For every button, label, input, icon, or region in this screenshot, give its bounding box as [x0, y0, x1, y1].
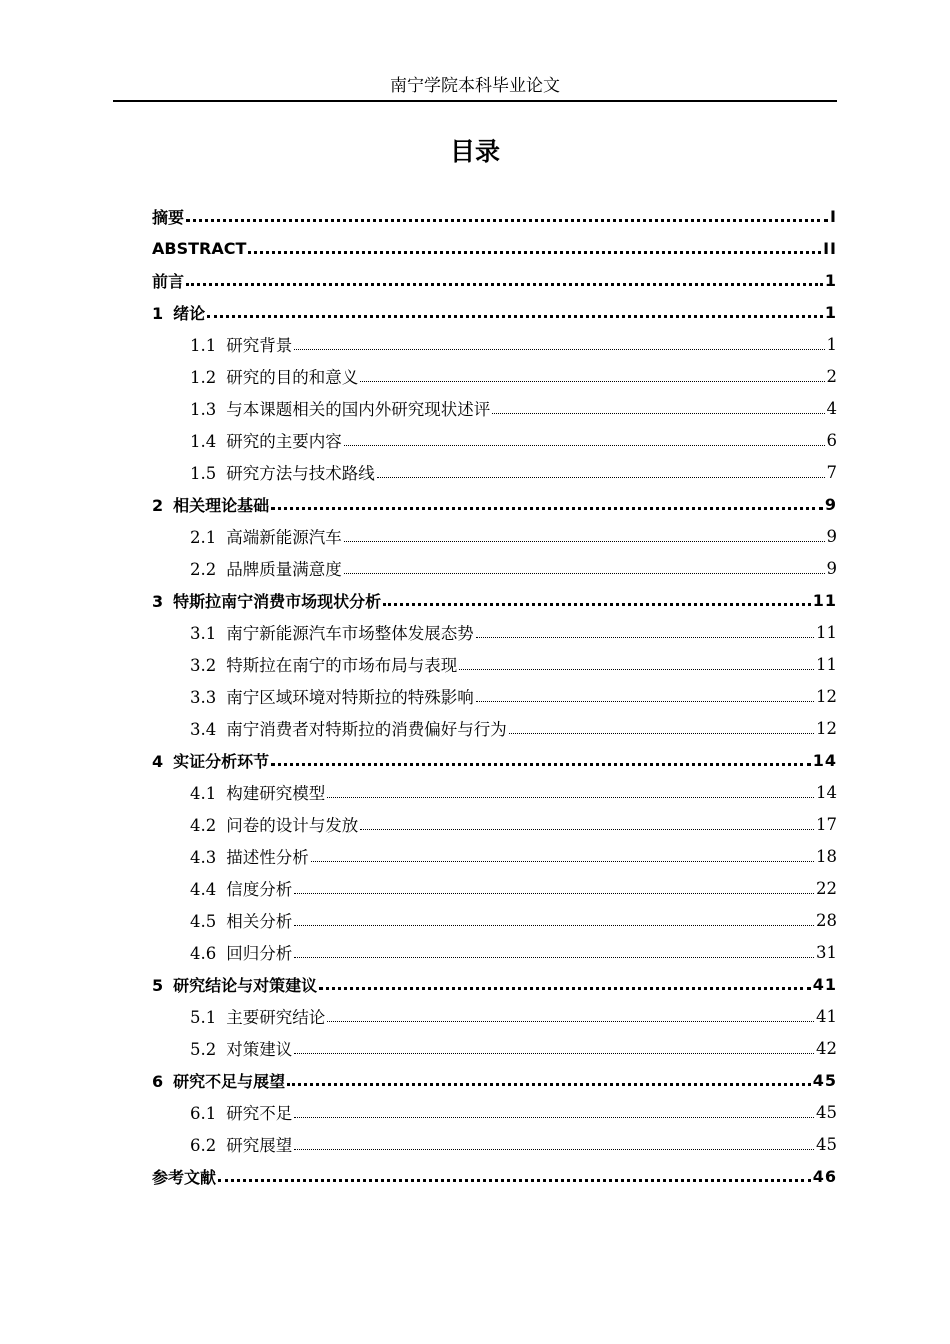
- toc-entry-label: [190, 684, 474, 708]
- dot-leader: [311, 850, 814, 862]
- toc-page-number: 7: [826, 462, 837, 482]
- toc-entry-number: 5: [152, 975, 164, 995]
- toc-page-number: 31: [816, 942, 837, 962]
- dot-leader: [294, 1106, 814, 1118]
- toc-page-number: 11: [816, 622, 837, 642]
- dot-leader: [360, 818, 814, 830]
- toc-entry-label: [190, 524, 342, 548]
- toc-entry-title: 南宁区域环境对特斯拉的特殊影响: [226, 688, 474, 707]
- dot-leader: [476, 690, 814, 702]
- toc-page-number: 17: [816, 814, 837, 834]
- toc-entry-title: 特斯拉南宁消费市场现状分析: [173, 591, 382, 611]
- toc-section-entry[interactable]: [152, 360, 837, 392]
- toc-entry-title: 相关理论基础: [173, 495, 270, 515]
- toc-entry-label: [152, 1069, 285, 1092]
- toc-section-entry[interactable]: [152, 1000, 837, 1032]
- toc-section-entry[interactable]: [152, 872, 837, 904]
- dot-leader: [319, 977, 811, 990]
- dot-leader: [218, 1169, 811, 1182]
- toc-page-number: 9: [826, 558, 837, 578]
- toc-entry-number: 2.2: [190, 560, 217, 579]
- toc-entry-label: [152, 269, 184, 292]
- dot-leader: [207, 305, 823, 318]
- toc-entry-label: [152, 589, 381, 612]
- toc-page-number: 45: [816, 1134, 837, 1154]
- toc-entry-title: 相关分析: [226, 912, 293, 931]
- toc-entry-number: 4.6: [190, 944, 217, 963]
- toc-entry-title: 研究背景: [226, 336, 293, 355]
- toc-page-number: 41: [816, 1006, 837, 1026]
- toc-page-number: 12: [816, 686, 837, 706]
- toc-page-number: 46: [812, 1166, 837, 1186]
- toc-chapter-entry[interactable]: [152, 1160, 837, 1192]
- toc-entry-label: [190, 908, 292, 932]
- toc-entry-number: 4.5: [190, 912, 217, 931]
- toc-section-entry[interactable]: [152, 1032, 837, 1064]
- toc-entry-title: 研究的目的和意义: [226, 368, 359, 387]
- toc-section-entry[interactable]: [152, 424, 837, 456]
- toc-entry-label: [190, 428, 342, 452]
- running-header: 南宁学院本科毕业论文: [390, 76, 560, 96]
- dot-leader: [327, 786, 814, 798]
- toc-entry-label: [152, 1165, 216, 1188]
- toc-page-number: 1: [824, 270, 837, 290]
- toc-entry-number: 2.1: [190, 528, 217, 547]
- toc-page-number: 6: [826, 430, 837, 450]
- toc-section-entry[interactable]: [152, 1096, 837, 1128]
- toc-page-number: 12: [816, 718, 837, 738]
- toc-entry-number: 4.4: [190, 880, 217, 899]
- toc-entry-label: [190, 396, 490, 420]
- toc-page-number: 11: [812, 590, 837, 610]
- toc-entry-label: [190, 556, 342, 580]
- toc-chapter-entry[interactable]: [152, 584, 837, 616]
- toc-section-entry[interactable]: [152, 936, 837, 968]
- toc-entry-number: 3.4: [190, 720, 217, 739]
- dot-leader: [294, 1138, 814, 1150]
- toc-entry-number: 4.3: [190, 848, 217, 867]
- dot-leader: [327, 1010, 814, 1022]
- toc-entry-title: 实证分析环节: [173, 751, 270, 771]
- dot-leader: [186, 209, 828, 222]
- toc-entry-title: 绪论: [173, 303, 206, 323]
- dot-leader: [248, 241, 821, 254]
- dot-leader: [294, 1042, 814, 1054]
- toc-entry-number: 6.2: [190, 1136, 217, 1155]
- toc-entry-title: 信度分析: [226, 880, 293, 899]
- toc-page-number: 41: [812, 974, 837, 994]
- toc-entry-number: 1.3: [190, 400, 217, 419]
- dot-leader: [344, 530, 825, 542]
- toc-entry-label: [190, 652, 457, 676]
- toc-entry-title: 参考文献: [152, 1167, 217, 1187]
- toc-page-number: 22: [816, 878, 837, 898]
- dot-leader: [344, 434, 825, 446]
- dot-leader: [294, 882, 814, 894]
- toc-page-number: 4: [826, 398, 837, 418]
- toc-section-entry[interactable]: [152, 616, 837, 648]
- toc-page-number: 9: [826, 526, 837, 546]
- toc-entry-title: 品牌质量满意度: [226, 560, 342, 579]
- toc-entry-number: 1.1: [190, 336, 217, 355]
- toc-chapter-entry[interactable]: [152, 744, 837, 776]
- toc-entry-label: [152, 301, 205, 324]
- toc-chapter-entry[interactable]: [152, 968, 837, 1000]
- toc-section-entry[interactable]: [152, 456, 837, 488]
- toc-entry-title: 研究结论与对策建议: [173, 975, 318, 995]
- toc-entry-title: 回归分析: [226, 944, 293, 963]
- toc-entry-label: [190, 876, 292, 900]
- toc-page-number: 45: [812, 1070, 837, 1090]
- header-rule: [113, 100, 837, 102]
- toc-entry-title: 研究方法与技术路线: [226, 464, 375, 483]
- toc-section-entry[interactable]: [152, 680, 837, 712]
- toc-entry-label: [190, 812, 358, 836]
- toc-entry-title: 对策建议: [226, 1040, 293, 1059]
- toc-entry-number: 4.1: [190, 784, 217, 803]
- toc-entry-number: 1.4: [190, 432, 217, 451]
- toc-entry-title: 描述性分析: [226, 848, 309, 867]
- toc-entry-label: [152, 239, 246, 258]
- toc-entry-number: 5.1: [190, 1008, 217, 1027]
- dot-leader: [492, 402, 824, 414]
- dot-leader: [476, 626, 814, 638]
- toc-page-number: 1: [826, 334, 837, 354]
- toc-entry-label: [190, 364, 358, 388]
- toc-section-entry[interactable]: [152, 712, 837, 744]
- toc-chapter-entry[interactable]: [152, 296, 837, 328]
- toc-entry-title: 研究不足: [226, 1104, 293, 1123]
- toc-section-entry[interactable]: [152, 840, 837, 872]
- toc-entry-number: 3.1: [190, 624, 217, 643]
- toc-entry-title: 高端新能源汽车: [226, 528, 342, 547]
- toc-entry-label: [190, 332, 292, 356]
- toc-page-number: 14: [816, 782, 837, 802]
- toc-entry-label: [152, 973, 317, 996]
- toc-entry-number: 4.2: [190, 816, 217, 835]
- toc-chapter-entry[interactable]: [152, 232, 837, 264]
- dot-leader: [294, 914, 814, 926]
- toc-entry-number: 3.2: [190, 656, 217, 675]
- toc-page-number: 2: [826, 366, 837, 386]
- toc-page-number: 11: [816, 654, 837, 674]
- toc-entry-label: [190, 844, 309, 868]
- toc-entry-number: 4: [152, 751, 164, 771]
- toc-section-entry[interactable]: [152, 328, 837, 360]
- dot-leader: [287, 1073, 811, 1086]
- toc-chapter-entry[interactable]: [152, 264, 837, 296]
- dot-leader: [271, 753, 811, 766]
- dot-leader: [383, 593, 811, 606]
- toc-entry-number: 1.2: [190, 368, 217, 387]
- toc-entry-title: 南宁新能源汽车市场整体发展态势: [226, 624, 474, 643]
- toc-entry-number: 3.3: [190, 688, 217, 707]
- page-title: 目录: [449, 137, 500, 166]
- toc-section-entry[interactable]: [152, 392, 837, 424]
- toc-entry-title: 前言: [152, 271, 185, 291]
- toc-entry-label: [190, 1036, 292, 1060]
- toc-section-entry[interactable]: [152, 904, 837, 936]
- toc-page-number: 18: [816, 846, 837, 866]
- toc-chapter-entry[interactable]: [152, 200, 837, 232]
- toc-section-entry[interactable]: [152, 520, 837, 552]
- toc-entry-number: 3: [152, 591, 164, 611]
- dot-leader: [294, 338, 824, 350]
- toc-page-number: 42: [816, 1038, 837, 1058]
- toc-entry-number: 6.1: [190, 1104, 217, 1123]
- toc-entry-label: [190, 620, 474, 644]
- dot-leader: [377, 466, 825, 478]
- toc-entry-number: 6: [152, 1071, 164, 1091]
- toc-section-entry[interactable]: [152, 776, 837, 808]
- toc-entry-title: 特斯拉在南宁的市场布局与表现: [226, 656, 458, 675]
- toc-entry-label: [190, 1132, 292, 1156]
- dot-leader: [294, 946, 814, 958]
- toc-entry-number: 1: [152, 303, 164, 323]
- toc-entry-title: 南宁消费者对特斯拉的消费偏好与行为: [226, 720, 507, 739]
- toc-page-number: I: [830, 206, 837, 226]
- dot-leader: [186, 273, 823, 286]
- toc-entry-label: [190, 460, 375, 484]
- toc-entry-title: 主要研究结论: [226, 1008, 326, 1027]
- dot-leader: [344, 562, 825, 574]
- toc-entry-label: [190, 940, 292, 964]
- toc-page-number: 28: [816, 910, 837, 930]
- dot-leader: [509, 722, 814, 734]
- toc-entry-label: [152, 205, 184, 228]
- toc-entry-label: [190, 1100, 292, 1124]
- toc-entry-label: [190, 716, 507, 740]
- toc-entry-number: 2: [152, 495, 164, 515]
- dot-leader: [271, 497, 823, 510]
- toc-entry-title: ABSTRACT: [152, 238, 247, 258]
- toc-section-entry[interactable]: [152, 1128, 837, 1160]
- toc-entry-number: 1.5: [190, 464, 217, 483]
- toc-entry-title: 研究展望: [226, 1136, 293, 1155]
- toc-section-entry[interactable]: [152, 808, 837, 840]
- toc-chapter-entry[interactable]: [152, 1064, 837, 1096]
- toc-section-entry[interactable]: [152, 648, 837, 680]
- toc-chapter-entry[interactable]: [152, 488, 837, 520]
- toc-page-number: II: [823, 238, 837, 258]
- toc-page-number: 1: [824, 302, 837, 322]
- toc-entry-title: 研究的主要内容: [226, 432, 342, 451]
- toc-entry-title: 研究不足与展望: [173, 1071, 286, 1091]
- toc-page-number: 45: [816, 1102, 837, 1122]
- toc-entry-label: [190, 1004, 325, 1028]
- toc-entry-title: 问卷的设计与发放: [226, 816, 359, 835]
- toc-section-entry[interactable]: [152, 552, 837, 584]
- toc-entry-label: [152, 493, 269, 516]
- toc-entry-title: 摘要: [152, 207, 185, 227]
- toc-entry-number: 5.2: [190, 1040, 217, 1059]
- dot-leader: [459, 658, 814, 670]
- table-of-contents: [152, 200, 837, 1192]
- toc-entry-title: 与本课题相关的国内外研究现状述评: [226, 400, 491, 419]
- toc-page-number: 9: [824, 494, 837, 514]
- toc-page-number: 14: [812, 750, 837, 770]
- dot-leader: [360, 370, 824, 382]
- toc-entry-label: [190, 780, 325, 804]
- toc-entry-label: [152, 749, 269, 772]
- toc-entry-title: 构建研究模型: [226, 784, 326, 803]
